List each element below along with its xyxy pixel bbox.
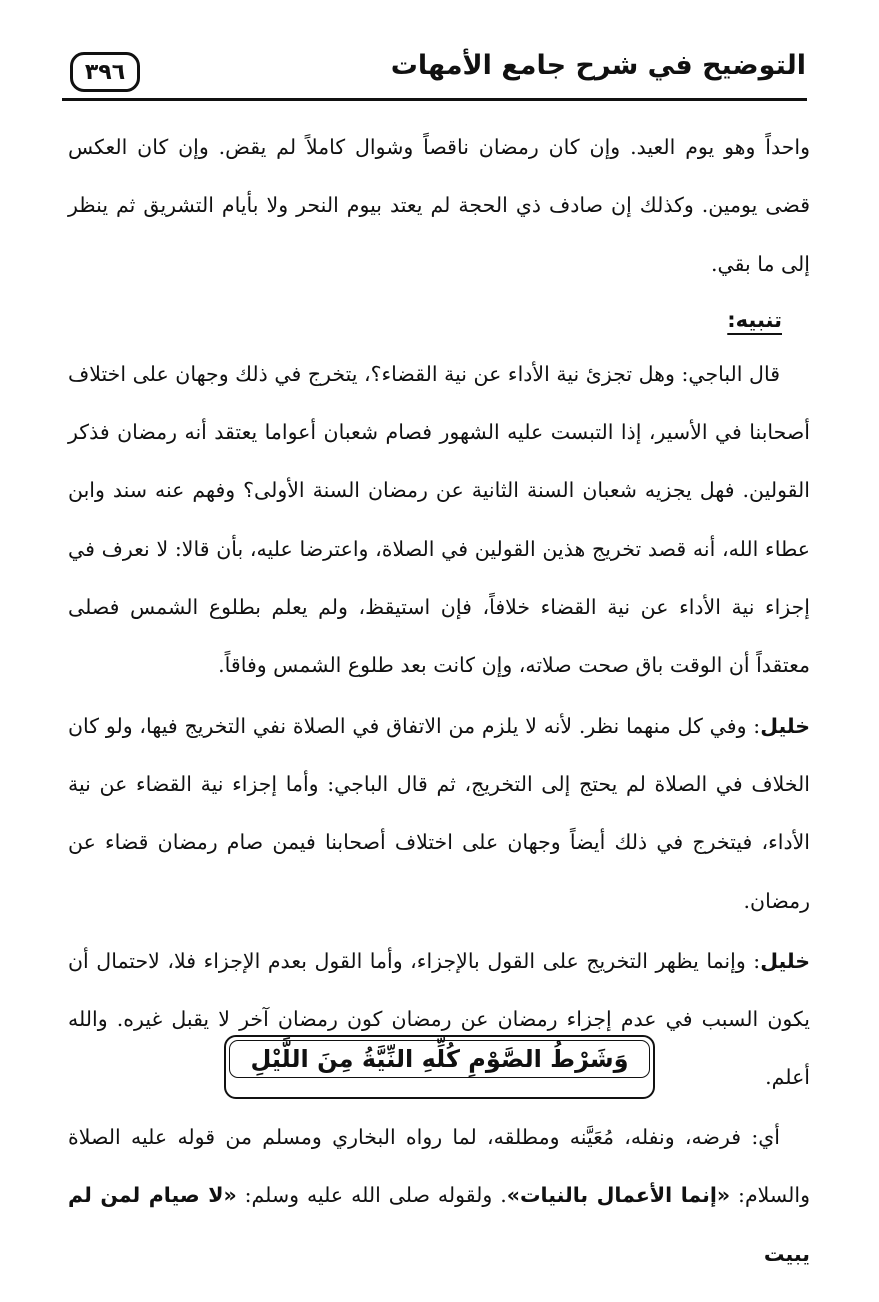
paragraph-1: واحداً وهو يوم العيد. وإن كان رمضان ناقصاً وشوال كاملاً لم يقض. وإن كان العكس قضى يومين. وكذلك إن صادف ذي الحجة لم يعتد بيوم النحر ولا بأيام التشريق ثم ينظر إلى ما بقي. [68,135,810,276]
running-title: التوضيح في شرح جامع الأمهات [390,50,806,81]
speaker-label: خليل [760,948,810,973]
header-rule [62,98,807,101]
notice-heading: تنبيه: [727,307,782,332]
paragraph-3-text: : وفي كل منهما نظر. لأنه لا يلزم من الاتفاق في الصلاة نفي التخريج فيها، ولو كان الخلاف في الصلاة لم يحتج إلى التخريج، ثم قال الباجي: وأما إجزاء نية القضاء عن نية الأداء، فيتخرج في ذلك أيضاً وجهان على اختلاف أصحابنا فيمن صام رمضان قضاء عن رمضان. [68,713,810,913]
hadith-quote-1: «إنما الأعمال بالنيات» [506,1183,731,1208]
commentary-text [68,1108,810,1285]
paragraph-2: قال الباجي: وهل تجزئ نية الأداء عن نية القضاء؟، يتخرج في ذلك وجهان على اختلاف أصحابنا في الأسير، إذا التبست عليه الشهور فصام شعبان أعواما يعتقد أنه رمضان فذكر القولين. فهل يجزيه شعبان السنة الثانية عن رمضان السنة الأولى؟ وفهم عنه سند وابن عطاء الله، أنه قصد تخريج هذين القولين في الصلاة، واعترضا عليه، بأن قالا: لا نعرف في إجزاء نية الأداء عن نية القضاء خلافاً، فإن استيقظ، ولم يعلم بطلوع الشمس فصلى معتقداً أن الوقت باق صحت صلاته، وإن كانت بعد طلوع الشمس وفاقاً. [68,361,810,678]
hadith-quote-2: «لا صيام لمن لم يبيت [68,1183,810,1266]
paragraph-5 [68,1108,810,1283]
page-header [70,44,806,100]
paragraph-3 [68,697,810,930]
paragraph-5-part-b: . ولقوله صلى الله عليه وسلم: [236,1183,507,1208]
paragraph-5-part-a: أي: فرضه، ونفله، مُعَيَّنه ومطلقه، لما رواه البخاري ومسلم من قوله عليه الصلاة والسلام: [68,1125,810,1208]
verse-frame [224,1035,654,1099]
matn-verse: وَشَرْطُ الصَّوْمِ كُلِّهِ النِّيَّةُ مِنَ اللَّيْلِ [229,1040,649,1078]
verse-container [0,1035,879,1099]
paragraph-4-text: : وإنما يظهر التخريج على القول بالإجزاء، وأما القول بعدم الإجزاء فلا، لاحتمال أن يكون السبب في عدم إجزاء رمضان عن رمضان كون رمضان آخر لا يقبل غيره. والله أعلم. [68,948,810,1090]
page-number: ٣٩٦ [84,59,126,85]
main-text [68,118,810,1109]
speaker-label: خليل [760,713,810,738]
page-number-box [70,52,140,92]
